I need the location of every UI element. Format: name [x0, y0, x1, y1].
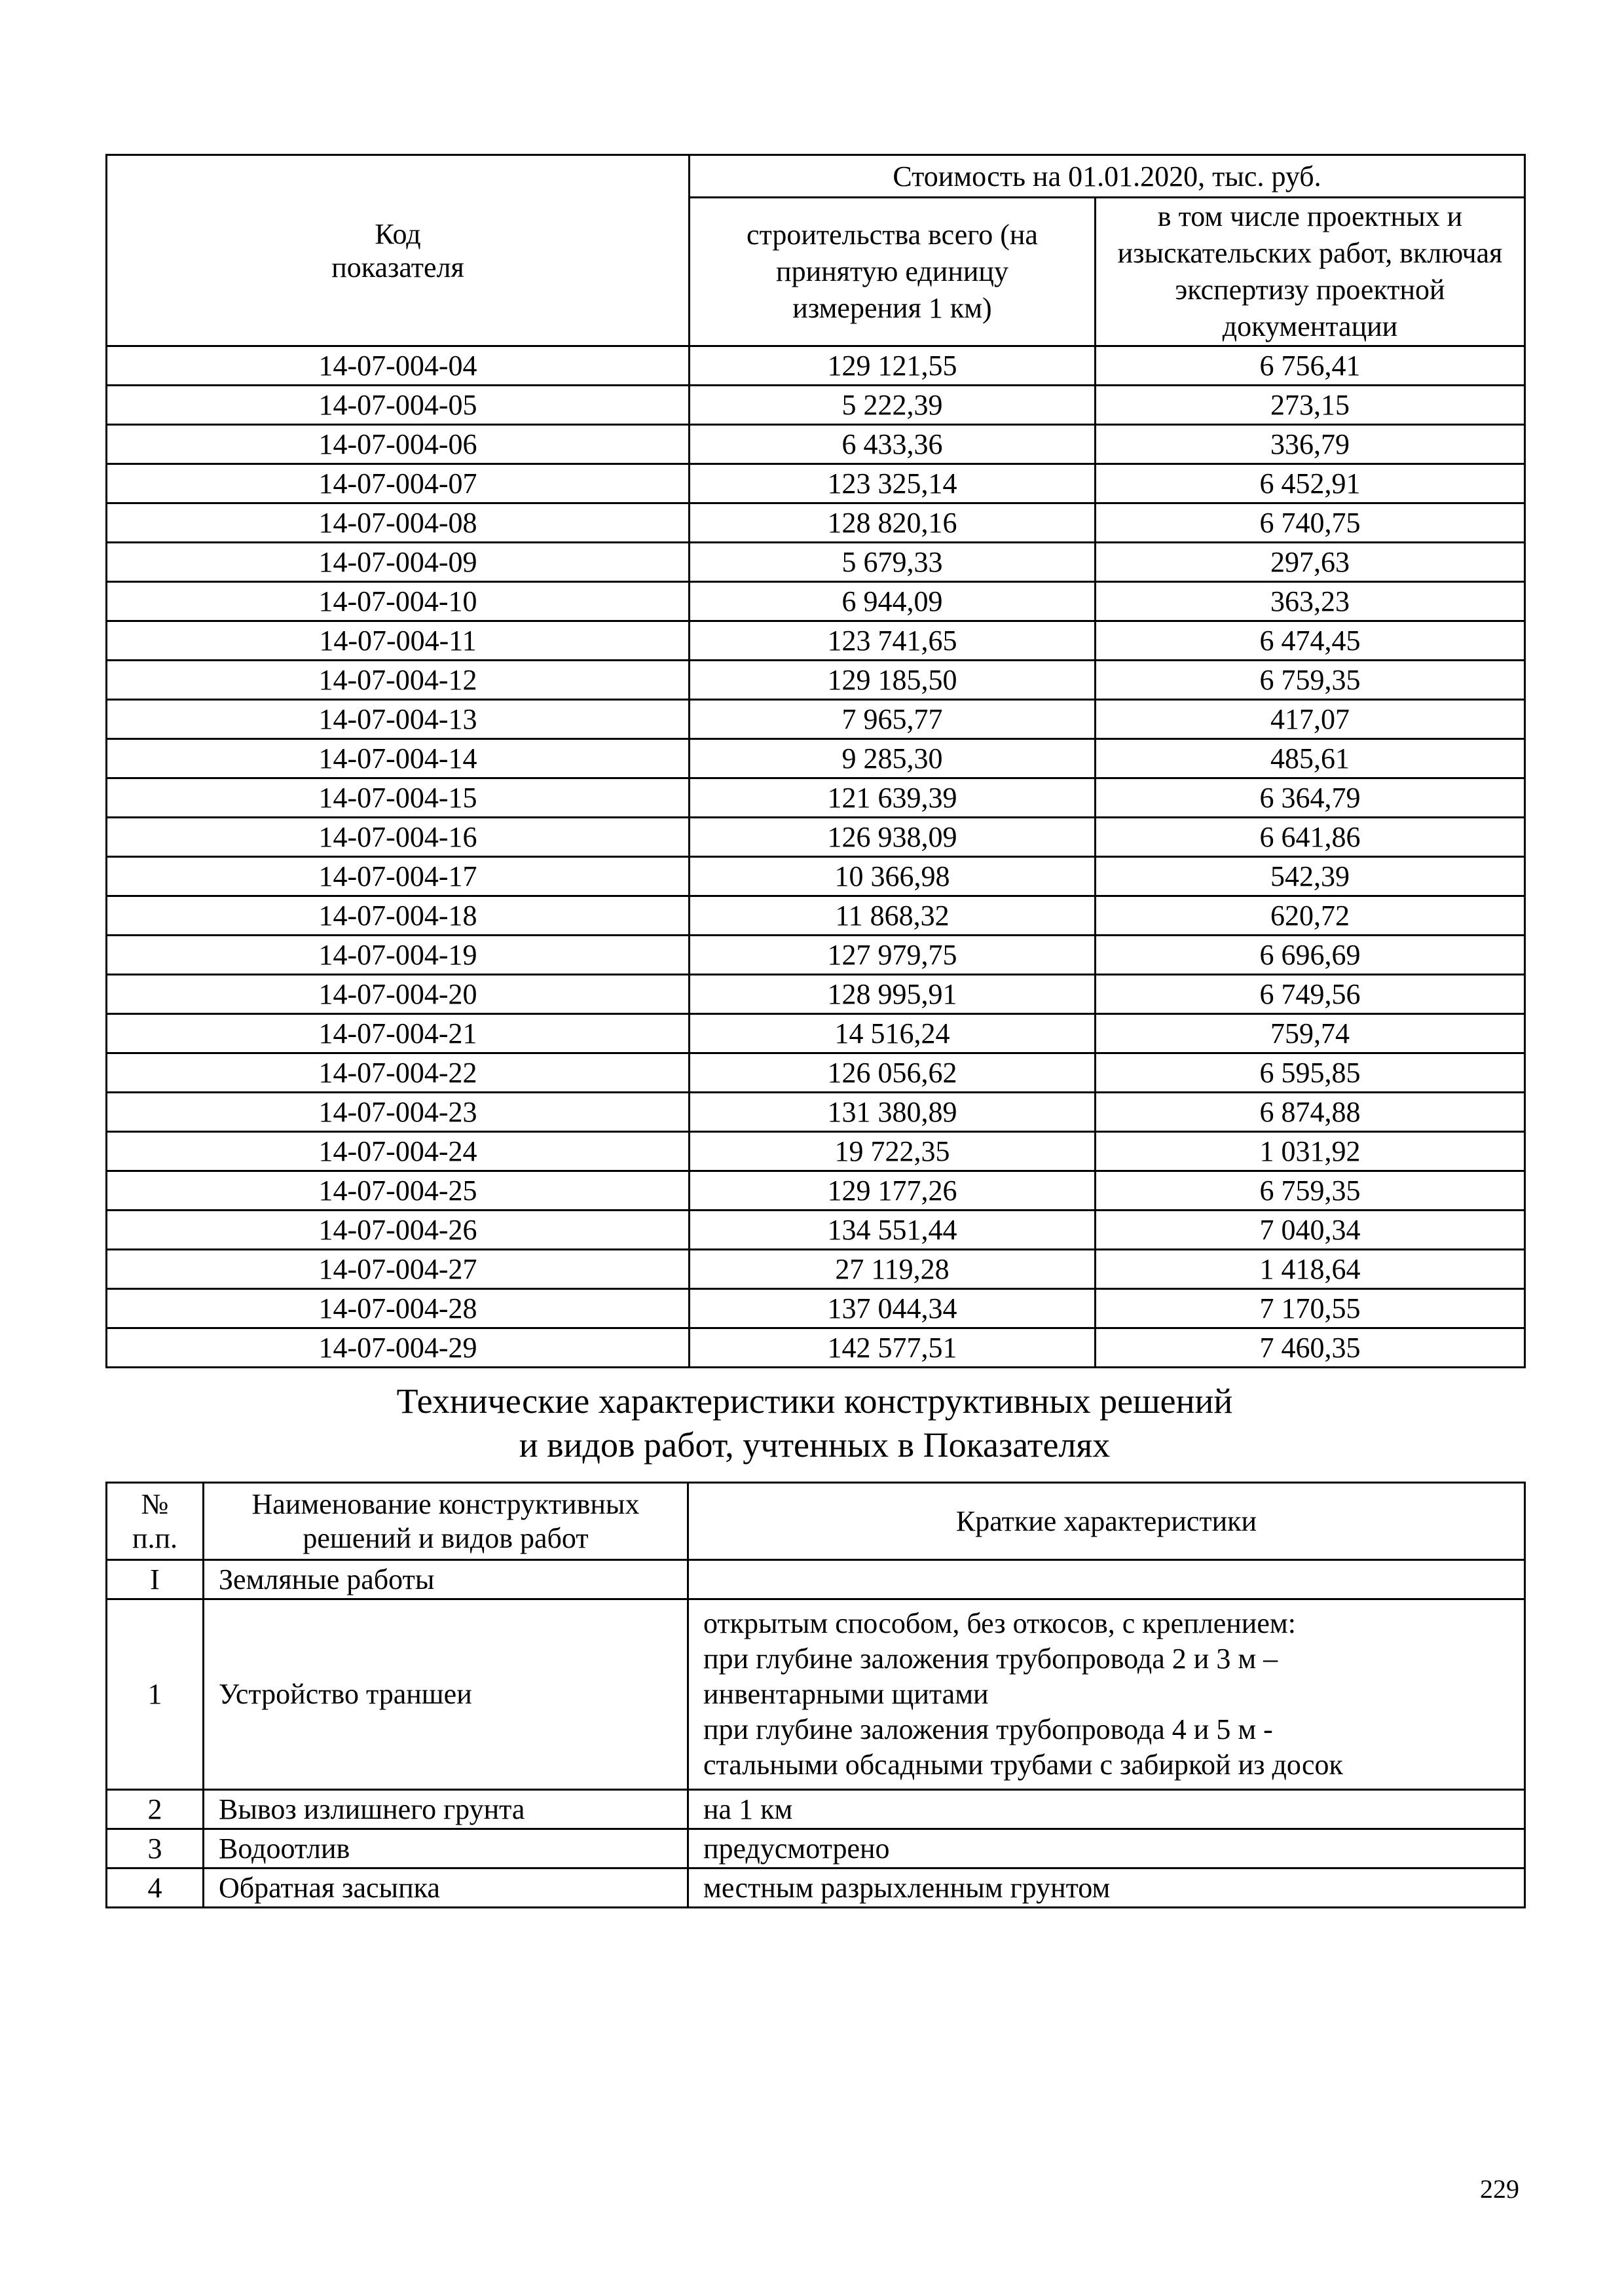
- cell-construction-cost: 123 325,14: [690, 464, 1096, 503]
- header-name: Наименование конструктивных решений и видов работ: [204, 1483, 688, 1560]
- table-row: [107, 543, 1525, 582]
- cell-design-cost: 1 031,92: [1096, 1132, 1525, 1171]
- cell-construction-cost: 126 938,09: [690, 818, 1096, 857]
- page-number: 229: [1480, 2174, 1519, 2204]
- cell-design-cost: 6 759,35: [1096, 661, 1525, 700]
- header-design: в том числе проектных и изыскательских работ, включая экспертизу проектной документации: [1096, 198, 1525, 346]
- cell-construction-cost: 129 177,26: [690, 1171, 1096, 1211]
- cell-construction-cost: 128 995,91: [690, 975, 1096, 1014]
- table-row: [107, 975, 1525, 1014]
- cell-code: 14-07-004-14: [107, 739, 690, 778]
- cell-design-cost: 363,23: [1096, 582, 1525, 621]
- cell-design-cost: 336,79: [1096, 425, 1525, 464]
- cell-name: Обратная засыпка: [204, 1868, 688, 1908]
- cell-code: 14-07-004-23: [107, 1093, 690, 1132]
- cell-desc: предусмотрено: [688, 1829, 1525, 1868]
- table-row: [107, 1014, 1525, 1053]
- cell-design-cost: 485,61: [1096, 739, 1525, 778]
- table-row: [107, 346, 1525, 386]
- cell-construction-cost: 10 366,98: [690, 857, 1096, 896]
- tech-table: [105, 1482, 1526, 1908]
- cell-design-cost: 7 040,34: [1096, 1211, 1525, 1250]
- table-row: [107, 896, 1525, 936]
- header-desc: Краткие характеристики: [688, 1483, 1525, 1560]
- table-row: [107, 464, 1525, 503]
- cell-code: 14-07-004-04: [107, 346, 690, 386]
- header-construction: строительства всего (на принятую единицу измерения 1 км): [690, 198, 1096, 346]
- header-cost-caption: Стоимость на 01.01.2020, тыс. руб.: [690, 155, 1525, 198]
- table-row: [107, 936, 1525, 975]
- cell-code: 14-07-004-11: [107, 621, 690, 661]
- cell-design-cost: 1 418,64: [1096, 1250, 1525, 1289]
- table-row: [107, 1289, 1525, 1328]
- cell-code: 14-07-004-26: [107, 1211, 690, 1250]
- tech-table-body: [107, 1560, 1525, 1908]
- table-row: [107, 739, 1525, 778]
- table-row: [107, 778, 1525, 818]
- cell-construction-cost: 129 121,55: [690, 346, 1096, 386]
- cell-desc: открытым способом, без откосов, с креплением: при глубине заложения трубопровода 2 и 3 м – инвентарными щитами при глубине заложения трубопровода 4 и 5 м - стальными обсадными трубами с забиркой из досок: [688, 1599, 1525, 1790]
- cell-design-cost: 273,15: [1096, 386, 1525, 425]
- table-row: [107, 503, 1525, 543]
- cell-design-cost: 542,39: [1096, 857, 1525, 896]
- cell-code: 14-07-004-20: [107, 975, 690, 1014]
- cell-design-cost: 6 595,85: [1096, 1053, 1525, 1093]
- section-title-line2: и видов работ, учтенных в Показателях: [519, 1425, 1111, 1465]
- table-row: [107, 857, 1525, 896]
- cell-num: 3: [107, 1829, 204, 1868]
- cell-construction-cost: 131 380,89: [690, 1093, 1096, 1132]
- cell-construction-cost: 123 741,65: [690, 621, 1096, 661]
- table-row: [107, 425, 1525, 464]
- cell-code: 14-07-004-21: [107, 1014, 690, 1053]
- table-row: [107, 700, 1525, 739]
- cell-construction-cost: 5 222,39: [690, 386, 1096, 425]
- cell-construction-cost: 129 185,50: [690, 661, 1096, 700]
- cell-construction-cost: 128 820,16: [690, 503, 1096, 543]
- cell-design-cost: 6 696,69: [1096, 936, 1525, 975]
- cell-code: 14-07-004-28: [107, 1289, 690, 1328]
- table-row: [107, 1093, 1525, 1132]
- cell-code: 14-07-004-17: [107, 857, 690, 896]
- cell-code: 14-07-004-08: [107, 503, 690, 543]
- cell-code: 14-07-004-15: [107, 778, 690, 818]
- table-row: [107, 1250, 1525, 1289]
- cell-design-cost: 620,72: [1096, 896, 1525, 936]
- table-row: [107, 1599, 1525, 1790]
- cell-construction-cost: 11 868,32: [690, 896, 1096, 936]
- cell-code: 14-07-004-10: [107, 582, 690, 621]
- cell-code: 14-07-004-06: [107, 425, 690, 464]
- cell-code: 14-07-004-13: [107, 700, 690, 739]
- cell-design-cost: 6 474,45: [1096, 621, 1525, 661]
- cell-code: 14-07-004-29: [107, 1328, 690, 1368]
- cell-name: Устройство траншеи: [204, 1599, 688, 1790]
- cell-desc: на 1 км: [688, 1790, 1525, 1829]
- table-row: [107, 1171, 1525, 1211]
- cell-code: 14-07-004-09: [107, 543, 690, 582]
- cell-code: 14-07-004-24: [107, 1132, 690, 1171]
- table-row: [107, 386, 1525, 425]
- cost-table: [105, 154, 1526, 1368]
- cell-code: 14-07-004-22: [107, 1053, 690, 1093]
- header-num: № п.п.: [107, 1483, 204, 1560]
- cell-design-cost: 7 170,55: [1096, 1289, 1525, 1328]
- cell-construction-cost: 27 119,28: [690, 1250, 1096, 1289]
- cell-design-cost: 6 874,88: [1096, 1093, 1525, 1132]
- cell-design-cost: 7 460,35: [1096, 1328, 1525, 1368]
- cell-num: 2: [107, 1790, 204, 1829]
- table-row: [107, 661, 1525, 700]
- cell-design-cost: 759,74: [1096, 1014, 1525, 1053]
- cell-construction-cost: 6 433,36: [690, 425, 1096, 464]
- cell-construction-cost: 127 979,75: [690, 936, 1096, 975]
- table-row: [107, 1868, 1525, 1908]
- cell-construction-cost: 19 722,35: [690, 1132, 1096, 1171]
- tech-table-header: [107, 1483, 1525, 1560]
- cell-code: 14-07-004-19: [107, 936, 690, 975]
- cell-name: Вывоз излишнего грунта: [204, 1790, 688, 1829]
- cell-construction-cost: 7 965,77: [690, 700, 1096, 739]
- section-title-line1: Технические характеристики конструктивных решений: [396, 1381, 1233, 1421]
- table-row: [107, 1790, 1525, 1829]
- cell-design-cost: 6 756,41: [1096, 346, 1525, 386]
- cell-num: I: [107, 1560, 204, 1599]
- cell-code: 14-07-004-27: [107, 1250, 690, 1289]
- cell-design-cost: 417,07: [1096, 700, 1525, 739]
- cell-design-cost: 6 641,86: [1096, 818, 1525, 857]
- cell-code: 14-07-004-05: [107, 386, 690, 425]
- cell-construction-cost: 9 285,30: [690, 739, 1096, 778]
- cell-desc: [688, 1560, 1525, 1599]
- table-row: [107, 621, 1525, 661]
- cell-design-cost: 6 364,79: [1096, 778, 1525, 818]
- cell-construction-cost: 126 056,62: [690, 1053, 1096, 1093]
- table-row: [107, 818, 1525, 857]
- cell-code: 14-07-004-16: [107, 818, 690, 857]
- header-code: Код показателя: [107, 155, 690, 346]
- table-row: [107, 582, 1525, 621]
- table-row: [107, 1829, 1525, 1868]
- cell-design-cost: 6 740,75: [1096, 503, 1525, 543]
- cell-name: Земляные работы: [204, 1560, 688, 1599]
- cell-construction-cost: 6 944,09: [690, 582, 1096, 621]
- section-title: [105, 1379, 1524, 1467]
- cell-design-cost: 6 452,91: [1096, 464, 1525, 503]
- cell-desc: местным разрыхленным грунтом: [688, 1868, 1525, 1908]
- table-row: [107, 1328, 1525, 1368]
- cell-code: 14-07-004-12: [107, 661, 690, 700]
- cell-construction-cost: 134 551,44: [690, 1211, 1096, 1250]
- cell-construction-cost: 142 577,51: [690, 1328, 1096, 1368]
- cell-construction-cost: 137 044,34: [690, 1289, 1096, 1328]
- cell-design-cost: 6 749,56: [1096, 975, 1525, 1014]
- table-row: [107, 1211, 1525, 1250]
- cell-code: 14-07-004-25: [107, 1171, 690, 1211]
- cost-table-header: [107, 155, 1525, 346]
- cost-table-body: [107, 346, 1525, 1368]
- cell-code: 14-07-004-18: [107, 896, 690, 936]
- cell-design-cost: 6 759,35: [1096, 1171, 1525, 1211]
- cell-construction-cost: 14 516,24: [690, 1014, 1096, 1053]
- cell-code: 14-07-004-07: [107, 464, 690, 503]
- table-row: [107, 1053, 1525, 1093]
- cell-num: 1: [107, 1599, 204, 1790]
- cell-construction-cost: 5 679,33: [690, 543, 1096, 582]
- cell-num: 4: [107, 1868, 204, 1908]
- cell-design-cost: 297,63: [1096, 543, 1525, 582]
- cell-construction-cost: 121 639,39: [690, 778, 1096, 818]
- cell-name: Водоотлив: [204, 1829, 688, 1868]
- table-row: [107, 1132, 1525, 1171]
- table-row: [107, 1560, 1525, 1599]
